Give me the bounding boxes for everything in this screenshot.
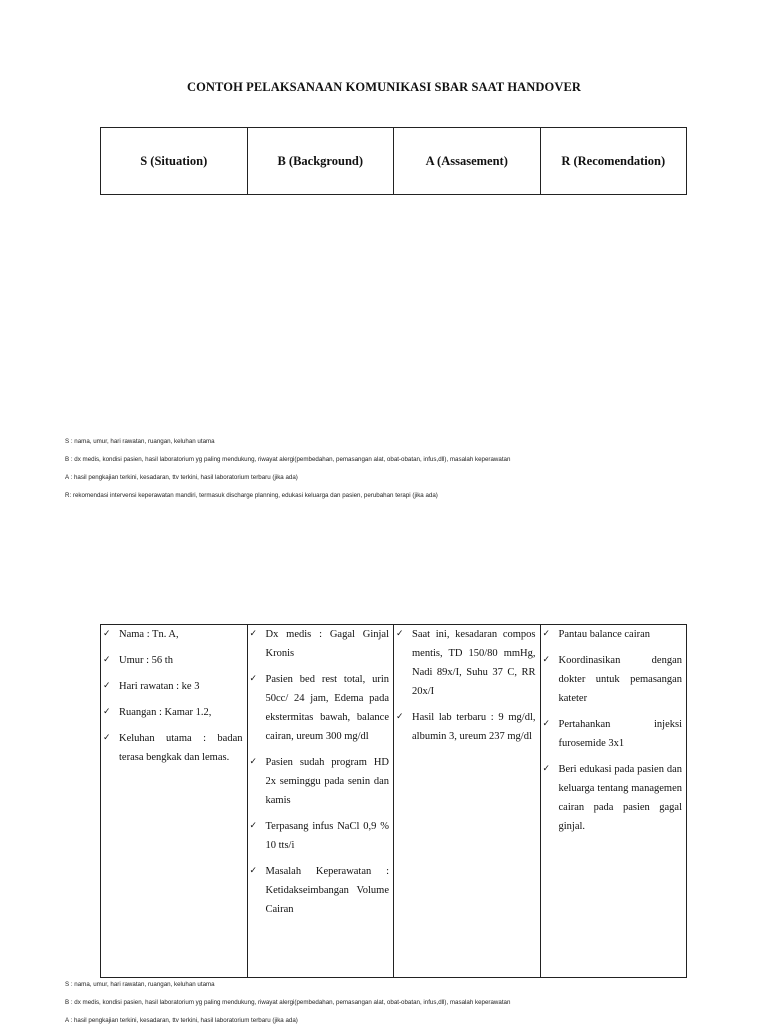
legend-r: R: rekomendasi intervensi keperawatan mandiri, termasuk discharge planning, edukasi keluarga dan pasien, perubahan terapi (jika ada): [65, 492, 438, 499]
list-item: [396, 625, 536, 701]
sbar-content-table: [100, 624, 687, 978]
check-icon: ✓: [103, 707, 111, 717]
check-icon: ✓: [249, 821, 258, 831]
check-icon: ✓: [396, 629, 404, 639]
list-item-text: Saat ini, kesadaran compos mentis, TD 150/80 mmHg, Nadi 89x/I, Suhu 37 C, RR 20x/I: [412, 629, 536, 697]
sbar-legend-top: [65, 438, 510, 510]
legend-a: A : hasil pengkajian terkini, kesadaran, ttv terkini, hasil laboratorium terbaru (jika ada): [65, 1017, 298, 1024]
list-item-text: Hasil lab terbaru : 9 mg/dl, albumin 3, ureum 237 mg/dl: [412, 712, 536, 742]
list-item-text: Umur : 56 th: [119, 655, 173, 666]
sbar-header-table: [100, 127, 687, 195]
check-icon: ✓: [542, 655, 551, 665]
list-item-text: Masalah Keperawatan : Ketidakseimbangan Volume Cairan: [265, 866, 389, 915]
sbar-legend-bottom: [65, 981, 510, 1035]
check-icon: ✓: [103, 655, 111, 665]
check-icon: ✓: [542, 629, 551, 639]
situation-list: [103, 625, 243, 767]
list-item-text: Pantau balance cairan: [558, 629, 651, 640]
list-item-text: Beri edukasi pada pasien dan keluarga tentang managemen cairan pada pasien gagal ginjal.: [558, 764, 682, 832]
list-item: [543, 625, 683, 644]
assessment-cell: [394, 625, 541, 978]
list-item: [250, 817, 390, 855]
list-item: [250, 625, 390, 663]
check-icon: ✓: [542, 764, 551, 774]
list-item-text: Keluhan utama : badan terasa bengkak dan lemas.: [119, 733, 243, 763]
assessment-list: [396, 625, 536, 746]
legend-s: S : nama, umur, hari rawatan, ruangan, keluhan utama: [65, 981, 215, 988]
header-background: B (Background): [247, 128, 394, 195]
background-list: [250, 625, 390, 919]
check-icon: ✓: [396, 712, 404, 722]
list-item: [103, 651, 243, 670]
check-icon: ✓: [249, 866, 258, 876]
list-item: [543, 715, 683, 753]
list-item-text: Pasien sudah program HD 2x seminggu pada senin dan kamis: [265, 757, 389, 806]
list-item: [103, 677, 243, 696]
list-item: [250, 670, 390, 746]
content-row: [101, 625, 687, 978]
check-icon: ✓: [249, 757, 258, 767]
list-item: [103, 729, 243, 767]
list-item: [543, 760, 683, 836]
list-item: [103, 625, 243, 644]
check-icon: ✓: [103, 681, 111, 691]
list-item-text: Dx medis : Gagal Ginjal Kronis: [265, 629, 389, 659]
list-item-text: Ruangan : Kamar 1.2,: [119, 707, 212, 718]
list-item: [543, 651, 683, 708]
list-item-text: Pertahankan injeksi furosemide 3x1: [558, 719, 682, 749]
list-item: [103, 703, 243, 722]
header-row: [101, 128, 687, 195]
check-icon: ✓: [542, 719, 551, 729]
header-recommendation: R (Recomendation): [540, 128, 687, 195]
header-situation: S (Situation): [101, 128, 248, 195]
list-item-text: Koordinasikan dengan dokter untuk pemasangan kateter: [558, 655, 682, 704]
list-item: [250, 753, 390, 810]
situation-cell: [101, 625, 248, 978]
page-title: CONTOH PELAKSANAAN KOMUNIKASI SBAR SAAT HANDOVER: [186, 80, 582, 94]
list-item: [396, 708, 536, 746]
check-icon: ✓: [249, 629, 258, 639]
list-item-text: Hari rawatan : ke 3: [119, 681, 200, 692]
check-icon: ✓: [103, 629, 111, 639]
recommendation-cell: [540, 625, 687, 978]
check-icon: ✓: [249, 674, 258, 684]
legend-b: B : dx medis, kondisi pasien, hasil laboratorium yg paling mendukung, riwayat alergi(pembedahan, pemasangan alat, obat-obatan, infus,dll), masalah keperawatan: [65, 456, 511, 463]
recommendation-list: [543, 625, 683, 836]
legend-a: A : hasil pengkajian terkini, kesadaran, ttv terkini, hasil laboratorium terbaru (jika ada): [65, 474, 298, 481]
list-item-text: Terpasang infus NaCl 0,9 % 10 tts/i: [265, 821, 389, 851]
legend-s: S : nama, umur, hari rawatan, ruangan, keluhan utama: [65, 438, 215, 445]
legend-b: B : dx medis, kondisi pasien, hasil laboratorium yg paling mendukung, riwayat alergi(pembedahan, pemasangan alat, obat-obatan, infus,dll), masalah keperawatan: [65, 999, 511, 1006]
background-cell: [247, 625, 394, 978]
list-item-text: Pasien bed rest total, urin 50cc/ 24 jam, Edema pada ekstermitas bawah, balance cairan, ureum 300 mg/dl: [265, 674, 389, 742]
list-item-text: Nama : Tn. A,: [119, 629, 179, 640]
header-assessment: A (Assasement): [394, 128, 541, 195]
list-item: [250, 862, 390, 919]
check-icon: ✓: [103, 733, 111, 743]
